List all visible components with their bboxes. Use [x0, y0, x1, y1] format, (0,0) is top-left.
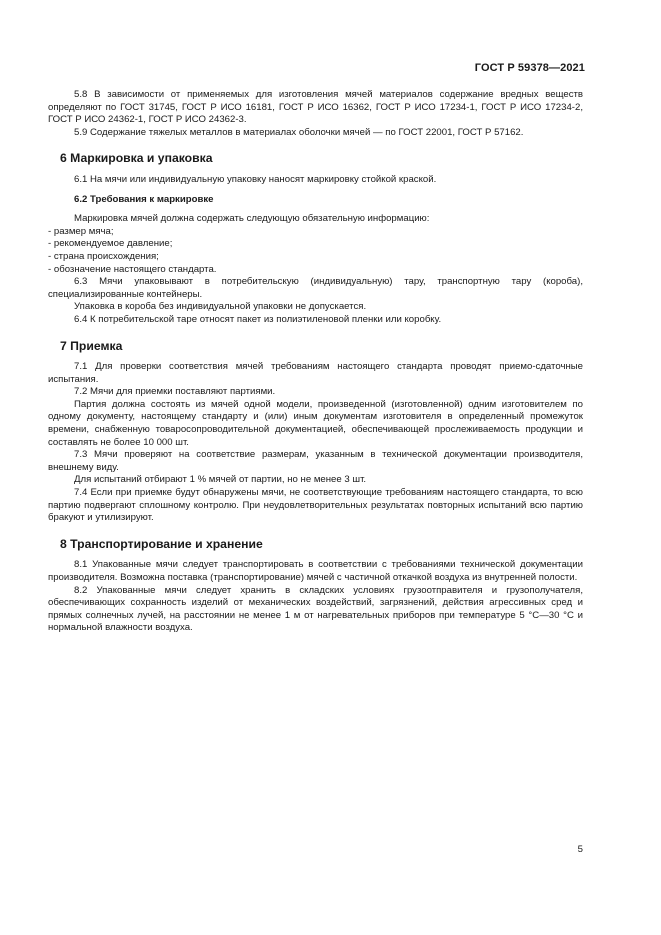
- paragraph-7-1: 7.1 Для проверки соответствия мячей требованиям настоящего стандарта проводят приемо-сдаточные испытания.: [48, 361, 583, 385]
- paragraph-5-8: 5.8 В зависимости от применяемых для изготовления мячей материалов содержание вредных веществ определяют по ГОСТ 31745, ГОСТ Р ИСО 16181, ГОСТ Р ИСО 16362, ГОСТ Р ИСО 17234-1, ГОСТ Р ИСО 17234-2, ГОСТ Р ИСО 24362-1, ГОСТ Р ИСО 24362-3.: [48, 89, 583, 126]
- paragraph-7-3: 7.3 Мячи проверяют на соответствие размерам, указанным в технической документации производителя, внешнему виду.: [48, 449, 583, 473]
- page-number: 5: [577, 844, 583, 855]
- section-heading-7: 7 Приемка: [60, 338, 123, 353]
- document-body: [48, 89, 583, 635]
- paragraph-8-2: 8.2 Упакованные мячи следует хранить в складских условиях грузоотправителя и грузополучателя, обеспечивающих сохранность изделий от механических воздействий, загрязнений, действия агрессивных сред и прямых солнечных лучей, на расстоянии не менее 1 м от нагревательных приборов при температуре 5 °С—30 °С и нормальной влажности воздуха.: [48, 584, 583, 634]
- paragraph-7-2b: Партия должна состоять из мячей одной модели, произведенной (изготовленной) одним изготовителем по одному документу, настоящему стандарту и (или) иным документам изготовителя в определенный промежуток времени, снабженную товаросопроводительной документацией, обеспечивающей прослеживаемость продукции и составлять не более 10 000 шт.: [48, 398, 583, 448]
- list-item: - обозначение настоящего стандарта.: [48, 263, 217, 275]
- paragraph-6-4: 6.4 К потребительской таре относят пакет из полиэтиленовой пленки или коробку.: [74, 313, 442, 325]
- paragraph-7-2: 7.2 Мячи для приемки поставляют партиями.: [74, 386, 276, 398]
- section-heading-8: 8 Транспортирование и хранение: [60, 536, 263, 551]
- paragraph-5-9: 5.9 Содержание тяжелых металлов в материалах оболочки мячей — по ГОСТ 22001, ГОСТ Р 57162.: [74, 126, 524, 138]
- paragraph-8-1: 8.1 Упакованные мячи следует транспортировать в соответствии с требованиями технической документации производителя. Возможна поставка (транспортирование) мячей с частичной откачкой воздуха из внутренней полости.: [48, 559, 583, 583]
- paragraph-6-1: 6.1 На мячи или индивидуальную упаковку наносят маркировку стойкой краской.: [74, 173, 437, 185]
- section-heading-6: 6 Маркировка и упаковка: [60, 151, 213, 166]
- document-header: ГОСТ Р 59378—2021: [474, 62, 585, 74]
- subsection-heading-6-2: 6.2 Требования к маркировке: [74, 193, 214, 205]
- paragraph-7-3b: Для испытаний отбирают 1 % мячей от партии, но не менее 3 шт.: [74, 474, 367, 486]
- list-item: - страна происхождения;: [48, 250, 159, 262]
- paragraph-7-4: 7.4 Если при приемке будут обнаружены мячи, не соответствующие требованиям настоящего стандарта, то всю партию подвергают сплошному контролю. При неудовлетворительных результатах повторных испытаний всю партию бракуют и утилизируют.: [48, 487, 583, 524]
- paragraph-6-2-intro: Маркировка мячей должна содержать следующую обязательную информацию:: [74, 213, 430, 225]
- list-item: - рекомендуемое давление;: [48, 238, 173, 250]
- paragraph-6-3: 6.3 Мячи упаковывают в потребительскую (индивидуальную) тару, транспортную тару (короба), специализированные контейнеры.: [48, 276, 583, 300]
- paragraph-6-3b: Упаковка в короба без индивидуальной упаковки не допускается.: [74, 301, 367, 313]
- list-item: - размер мяча;: [48, 225, 114, 237]
